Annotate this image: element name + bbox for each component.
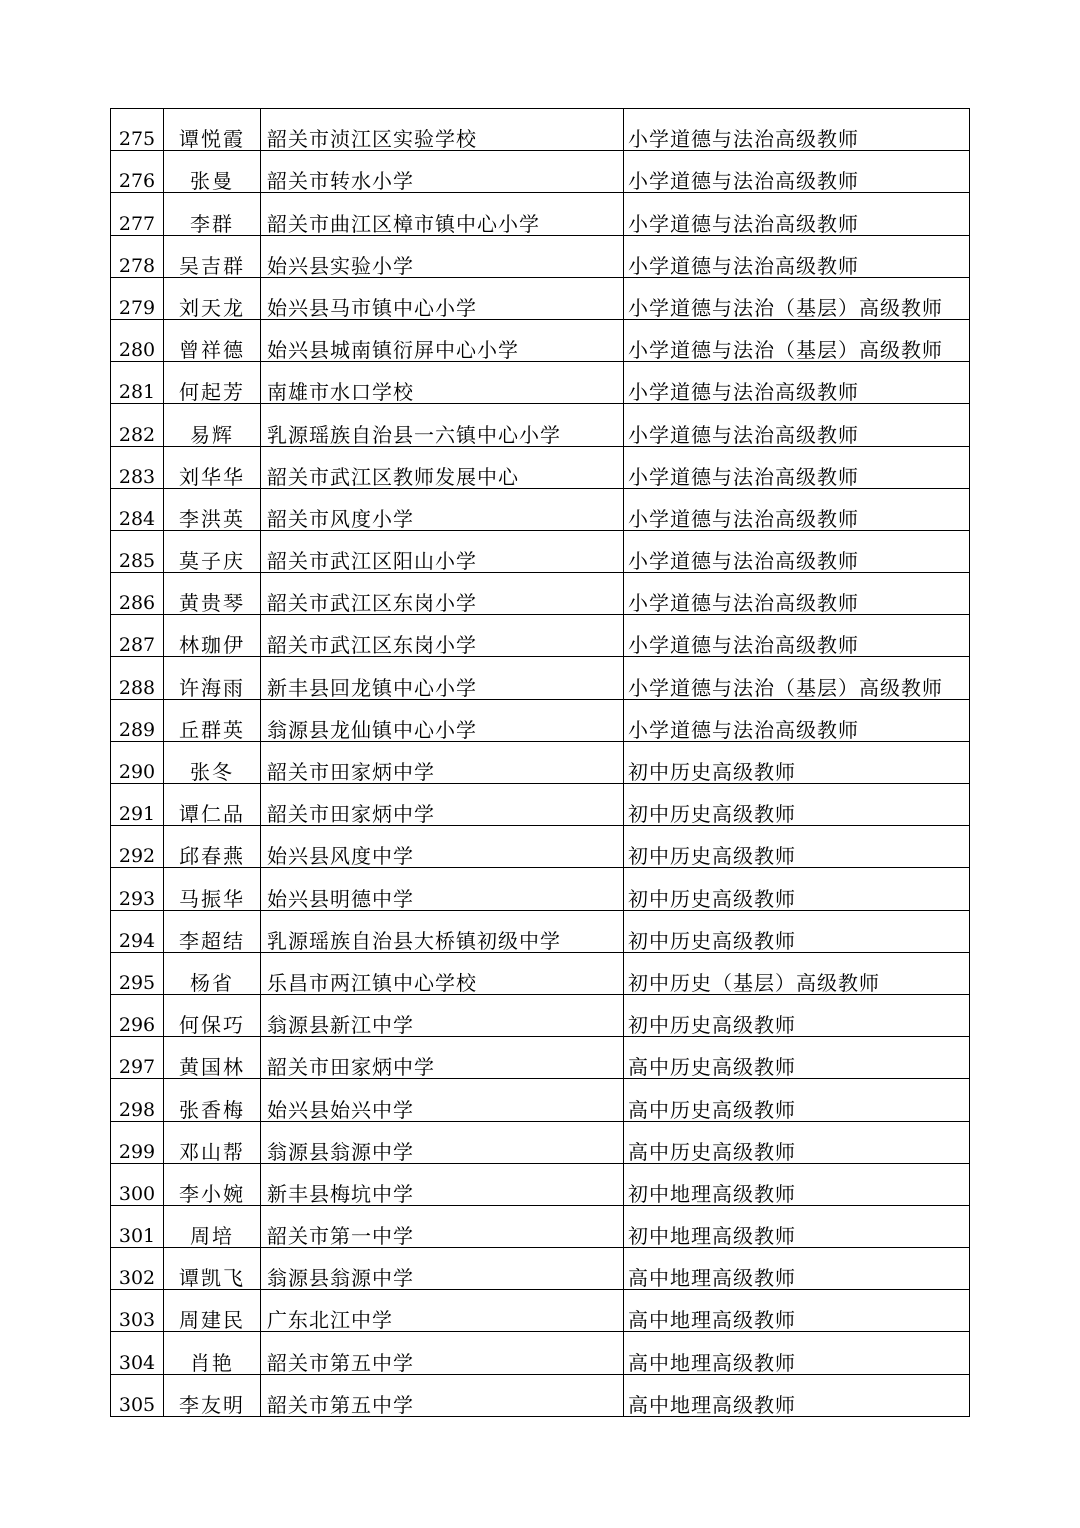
school-name-cell: 韶关市武江区教师发展中心 <box>261 446 624 488</box>
row-number-cell: 275 <box>111 109 164 151</box>
teacher-name-cell: 吴吉群 <box>164 235 261 277</box>
school-name-cell: 韶关市第一中学 <box>261 1205 624 1247</box>
table-body <box>111 109 970 1417</box>
table-row <box>111 573 970 615</box>
school-name-cell: 韶关市武江区阳山小学 <box>261 530 624 572</box>
professional-title-cell: 高中地理高级教师 <box>624 1332 970 1374</box>
table-row <box>111 109 970 151</box>
teacher-name-cell: 肖艳 <box>164 1332 261 1374</box>
teacher-name-cell: 邓山帮 <box>164 1121 261 1163</box>
school-name-cell: 韶关市田家炳中学 <box>261 1037 624 1079</box>
table-row <box>111 952 970 994</box>
row-number-cell: 285 <box>111 530 164 572</box>
professional-title-cell: 小学道德与法治（基层）高级教师 <box>624 277 970 319</box>
table-row <box>111 1121 970 1163</box>
teacher-name-cell: 张冬 <box>164 741 261 783</box>
school-name-cell: 翁源县翁源中学 <box>261 1248 624 1290</box>
table-row <box>111 868 970 910</box>
professional-title-cell: 小学道德与法治高级教师 <box>624 573 970 615</box>
row-number-cell: 282 <box>111 404 164 446</box>
professional-title-cell: 初中历史高级教师 <box>624 741 970 783</box>
professional-title-cell: 高中地理高级教师 <box>624 1374 970 1416</box>
teacher-name-cell: 黄国林 <box>164 1037 261 1079</box>
table-row <box>111 699 970 741</box>
table-row <box>111 404 970 446</box>
school-name-cell: 始兴县明德中学 <box>261 868 624 910</box>
table-row <box>111 1290 970 1332</box>
row-number-cell: 297 <box>111 1037 164 1079</box>
teacher-name-cell: 丘群英 <box>164 699 261 741</box>
table-row <box>111 1163 970 1205</box>
row-number-cell: 294 <box>111 910 164 952</box>
professional-title-cell: 小学道德与法治高级教师 <box>624 699 970 741</box>
row-number-cell: 292 <box>111 826 164 868</box>
row-number-cell: 301 <box>111 1205 164 1247</box>
professional-title-cell: 高中历史高级教师 <box>624 1079 970 1121</box>
school-name-cell: 韶关市浈江区实验学校 <box>261 109 624 151</box>
teacher-name-cell: 何起芳 <box>164 362 261 404</box>
table-row <box>111 826 970 868</box>
school-name-cell: 新丰县梅坑中学 <box>261 1163 624 1205</box>
table-row <box>111 362 970 404</box>
professional-title-cell: 初中历史高级教师 <box>624 910 970 952</box>
row-number-cell: 281 <box>111 362 164 404</box>
professional-title-cell: 小学道德与法治高级教师 <box>624 615 970 657</box>
professional-title-cell: 小学道德与法治高级教师 <box>624 530 970 572</box>
table-row <box>111 994 970 1036</box>
professional-title-cell: 小学道德与法治（基层）高级教师 <box>624 319 970 361</box>
professional-title-cell: 初中历史（基层）高级教师 <box>624 952 970 994</box>
row-number-cell: 305 <box>111 1374 164 1416</box>
teacher-list-table <box>110 108 970 1417</box>
row-number-cell: 276 <box>111 151 164 193</box>
table-row <box>111 277 970 319</box>
table-row <box>111 193 970 235</box>
school-name-cell: 韶关市风度小学 <box>261 488 624 530</box>
table-row <box>111 151 970 193</box>
table-row <box>111 1332 970 1374</box>
teacher-name-cell: 谭仁品 <box>164 784 261 826</box>
table-row <box>111 319 970 361</box>
table-row <box>111 741 970 783</box>
table-row <box>111 446 970 488</box>
row-number-cell: 295 <box>111 952 164 994</box>
teacher-name-cell: 莫子庆 <box>164 530 261 572</box>
table-row <box>111 784 970 826</box>
row-number-cell: 289 <box>111 699 164 741</box>
professional-title-cell: 初中历史高级教师 <box>624 994 970 1036</box>
school-name-cell: 乳源瑶族自治县一六镇中心小学 <box>261 404 624 446</box>
professional-title-cell: 小学道德与法治高级教师 <box>624 362 970 404</box>
professional-title-cell: 小学道德与法治高级教师 <box>624 109 970 151</box>
row-number-cell: 284 <box>111 488 164 530</box>
teacher-name-cell: 邱春燕 <box>164 826 261 868</box>
table-row <box>111 235 970 277</box>
table-row <box>111 1037 970 1079</box>
school-name-cell: 始兴县马市镇中心小学 <box>261 277 624 319</box>
teacher-name-cell: 谭悦霞 <box>164 109 261 151</box>
row-number-cell: 279 <box>111 277 164 319</box>
school-name-cell: 翁源县翁源中学 <box>261 1121 624 1163</box>
teacher-name-cell: 李洪英 <box>164 488 261 530</box>
school-name-cell: 韶关市田家炳中学 <box>261 784 624 826</box>
teacher-name-cell: 杨省 <box>164 952 261 994</box>
row-number-cell: 304 <box>111 1332 164 1374</box>
teacher-name-cell: 张香梅 <box>164 1079 261 1121</box>
row-number-cell: 298 <box>111 1079 164 1121</box>
teacher-name-cell: 黄贵琴 <box>164 573 261 615</box>
school-name-cell: 始兴县风度中学 <box>261 826 624 868</box>
professional-title-cell: 小学道德与法治（基层）高级教师 <box>624 657 970 699</box>
table-row <box>111 488 970 530</box>
school-name-cell: 乳源瑶族自治县大桥镇初级中学 <box>261 910 624 952</box>
teacher-name-cell: 刘天龙 <box>164 277 261 319</box>
table-row <box>111 530 970 572</box>
school-name-cell: 韶关市武江区东岗小学 <box>261 573 624 615</box>
school-name-cell: 韶关市曲江区樟市镇中心小学 <box>261 193 624 235</box>
row-number-cell: 303 <box>111 1290 164 1332</box>
row-number-cell: 299 <box>111 1121 164 1163</box>
professional-title-cell: 小学道德与法治高级教师 <box>624 193 970 235</box>
row-number-cell: 280 <box>111 319 164 361</box>
table-row <box>111 1079 970 1121</box>
professional-title-cell: 小学道德与法治高级教师 <box>624 151 970 193</box>
professional-title-cell: 小学道德与法治高级教师 <box>624 404 970 446</box>
school-name-cell: 始兴县始兴中学 <box>261 1079 624 1121</box>
school-name-cell: 始兴县实验小学 <box>261 235 624 277</box>
professional-title-cell: 小学道德与法治高级教师 <box>624 446 970 488</box>
professional-title-cell: 初中地理高级教师 <box>624 1205 970 1247</box>
row-number-cell: 302 <box>111 1248 164 1290</box>
teacher-name-cell: 李群 <box>164 193 261 235</box>
professional-title-cell: 小学道德与法治高级教师 <box>624 488 970 530</box>
teacher-name-cell: 许海雨 <box>164 657 261 699</box>
teacher-name-cell: 周培 <box>164 1205 261 1247</box>
professional-title-cell: 初中历史高级教师 <box>624 784 970 826</box>
table-row <box>111 657 970 699</box>
school-name-cell: 广东北江中学 <box>261 1290 624 1332</box>
school-name-cell: 始兴县城南镇衍屏中心小学 <box>261 319 624 361</box>
professional-title-cell: 初中历史高级教师 <box>624 868 970 910</box>
professional-title-cell: 高中地理高级教师 <box>624 1290 970 1332</box>
school-name-cell: 韶关市第五中学 <box>261 1374 624 1416</box>
table-row <box>111 1374 970 1416</box>
row-number-cell: 300 <box>111 1163 164 1205</box>
row-number-cell: 291 <box>111 784 164 826</box>
professional-title-cell: 初中地理高级教师 <box>624 1163 970 1205</box>
row-number-cell: 293 <box>111 868 164 910</box>
row-number-cell: 286 <box>111 573 164 615</box>
row-number-cell: 288 <box>111 657 164 699</box>
table-row <box>111 1205 970 1247</box>
school-name-cell: 韶关市武江区东岗小学 <box>261 615 624 657</box>
row-number-cell: 278 <box>111 235 164 277</box>
teacher-name-cell: 李小婉 <box>164 1163 261 1205</box>
table-row <box>111 615 970 657</box>
teacher-name-cell: 曾祥德 <box>164 319 261 361</box>
row-number-cell: 290 <box>111 741 164 783</box>
school-name-cell: 韶关市田家炳中学 <box>261 741 624 783</box>
school-name-cell: 翁源县新江中学 <box>261 994 624 1036</box>
row-number-cell: 283 <box>111 446 164 488</box>
table-row <box>111 910 970 952</box>
teacher-name-cell: 李超结 <box>164 910 261 952</box>
school-name-cell: 韶关市转水小学 <box>261 151 624 193</box>
teacher-name-cell: 易辉 <box>164 404 261 446</box>
teacher-name-cell: 林珈伊 <box>164 615 261 657</box>
row-number-cell: 296 <box>111 994 164 1036</box>
professional-title-cell: 初中历史高级教师 <box>624 826 970 868</box>
professional-title-cell: 高中历史高级教师 <box>624 1037 970 1079</box>
teacher-name-cell: 马振华 <box>164 868 261 910</box>
teacher-name-cell: 何保巧 <box>164 994 261 1036</box>
teacher-name-cell: 刘华华 <box>164 446 261 488</box>
school-name-cell: 南雄市水口学校 <box>261 362 624 404</box>
professional-title-cell: 高中地理高级教师 <box>624 1248 970 1290</box>
teacher-name-cell: 李友明 <box>164 1374 261 1416</box>
school-name-cell: 乐昌市两江镇中心学校 <box>261 952 624 994</box>
school-name-cell: 韶关市第五中学 <box>261 1332 624 1374</box>
professional-title-cell: 小学道德与法治高级教师 <box>624 235 970 277</box>
teacher-name-cell: 周建民 <box>164 1290 261 1332</box>
professional-title-cell: 高中历史高级教师 <box>624 1121 970 1163</box>
table-row <box>111 1248 970 1290</box>
row-number-cell: 277 <box>111 193 164 235</box>
row-number-cell: 287 <box>111 615 164 657</box>
teacher-name-cell: 谭凯飞 <box>164 1248 261 1290</box>
school-name-cell: 翁源县龙仙镇中心小学 <box>261 699 624 741</box>
school-name-cell: 新丰县回龙镇中心小学 <box>261 657 624 699</box>
teacher-name-cell: 张曼 <box>164 151 261 193</box>
